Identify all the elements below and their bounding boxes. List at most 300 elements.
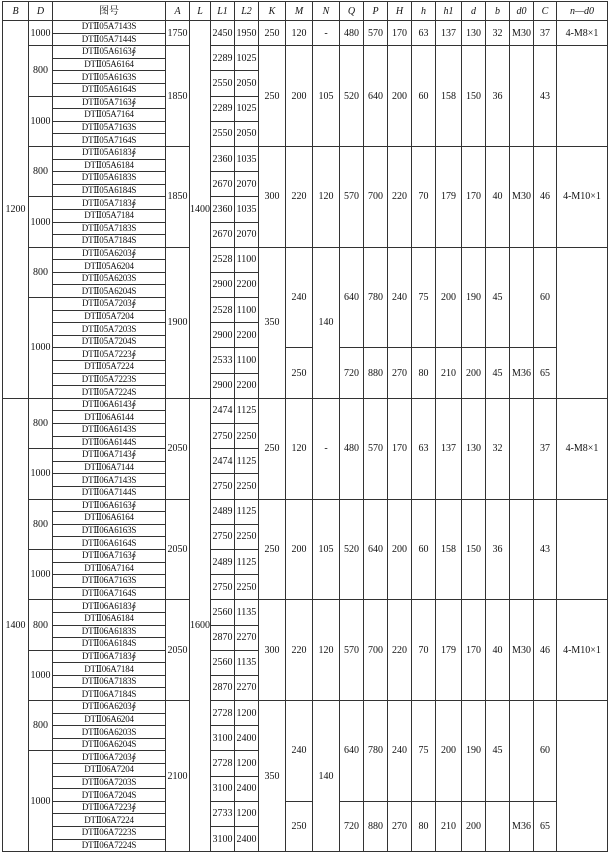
cell-L: 1400 [190, 21, 211, 399]
cell-L2: 2400 [235, 726, 259, 751]
cell-L1: 3100 [211, 827, 235, 852]
cell-H: 170 [388, 21, 412, 46]
cell-M: 220 [286, 146, 313, 247]
cell-L1: 2670 [211, 222, 235, 247]
header-P: P [364, 2, 388, 21]
cell-L2: 1125 [235, 499, 259, 524]
cell-M: 220 [286, 600, 313, 701]
cell-L1: 2870 [211, 625, 235, 650]
header-L: L [190, 2, 211, 21]
cell-drawing-no: DTⅡ06A6143∮ [53, 398, 166, 411]
cell-n-d0 [557, 247, 608, 398]
cell-K: 250 [259, 21, 286, 46]
cell-d0 [510, 499, 534, 600]
cell-h1: 200 [436, 247, 462, 348]
cell-L2: 2200 [235, 272, 259, 297]
cell-L2: 1125 [235, 398, 259, 423]
cell-drawing-no: DTⅡ06A7203S [53, 776, 166, 789]
cell-drawing-no: DTⅡ05A7184 [53, 209, 166, 222]
header-Q: Q [340, 2, 364, 21]
cell-b: 36 [486, 46, 510, 147]
cell-Q: 720 [340, 348, 364, 398]
cell-A: 2050 [166, 398, 190, 499]
cell-drawing-no: DTⅡ06A7144 [53, 461, 166, 474]
table-row [3, 21, 608, 34]
cell-D: 1000 [29, 751, 53, 852]
cell-H: 270 [388, 348, 412, 398]
cell-d0 [510, 46, 534, 147]
cell-d: 150 [462, 46, 486, 147]
header-A: A [166, 2, 190, 21]
cell-h1: 200 [436, 701, 462, 802]
cell-h1: 179 [436, 600, 462, 701]
header-L1: L1 [211, 2, 235, 21]
cell-drawing-no: DTⅡ05A6203S [53, 272, 166, 285]
cell-L1: 2900 [211, 272, 235, 297]
cell-drawing-no: DTⅡ06A6183S [53, 625, 166, 638]
cell-M: 200 [286, 499, 313, 600]
cell-drawing-no: DTⅡ05A6204S [53, 285, 166, 298]
cell-D: 1000 [29, 650, 53, 700]
cell-drawing-no: DTⅡ06A7203∮ [53, 751, 166, 764]
cell-M: 250 [286, 348, 313, 398]
cell-L1: 2750 [211, 575, 235, 600]
cell-drawing-no: DTⅡ06A7164 [53, 562, 166, 575]
cell-M: 240 [286, 701, 313, 802]
cell-M: 200 [286, 46, 313, 147]
cell-h: 63 [412, 398, 436, 499]
cell-L1: 2289 [211, 46, 235, 71]
cell-N: 120 [313, 600, 340, 701]
cell-drawing-no: DTⅡ05A7223∮ [53, 348, 166, 361]
cell-n-d0: 4-M10×1 [557, 600, 608, 701]
header-B: B [3, 2, 29, 21]
cell-P: 640 [364, 46, 388, 147]
cell-L1: 2728 [211, 751, 235, 776]
cell-b: 45 [486, 348, 510, 398]
cell-h1: 210 [436, 801, 462, 851]
cell-b: 40 [486, 600, 510, 701]
cell-L1: 2528 [211, 298, 235, 323]
cell-K: 300 [259, 146, 286, 247]
cell-drawing-no: DTⅡ05A6184 [53, 159, 166, 172]
cell-b: 32 [486, 21, 510, 46]
cell-drawing-no: DTⅡ05A7163∮ [53, 96, 166, 109]
cell-K: 250 [259, 398, 286, 499]
cell-P: 570 [364, 21, 388, 46]
cell-L1: 2550 [211, 71, 235, 96]
header-H: H [388, 2, 412, 21]
cell-drawing-no: DTⅡ05A7184S [53, 235, 166, 248]
cell-d0: M36 [510, 801, 534, 851]
cell-drawing-no: DTⅡ05A7183∮ [53, 197, 166, 210]
header-d0: d0 [510, 2, 534, 21]
cell-L2: 2200 [235, 323, 259, 348]
cell-L1: 2474 [211, 449, 235, 474]
table-row [3, 398, 608, 411]
cell-h: 75 [412, 701, 436, 802]
header-h: h [412, 2, 436, 21]
cell-N: 105 [313, 46, 340, 147]
cell-drawing-no: DTⅡ05A6183S [53, 172, 166, 185]
table-row [3, 247, 608, 260]
cell-D: 800 [29, 701, 53, 751]
cell-d0 [510, 398, 534, 499]
cell-L2: 1035 [235, 197, 259, 222]
cell-b: 45 [486, 701, 510, 802]
cell-h: 63 [412, 21, 436, 46]
cell-L1: 2360 [211, 146, 235, 171]
header-K: K [259, 2, 286, 21]
cell-L1: 2528 [211, 247, 235, 272]
header-drawing-no: 图号 [53, 2, 166, 21]
cell-drawing-no: DTⅡ05A6204 [53, 260, 166, 273]
cell-H: 240 [388, 247, 412, 348]
cell-L2: 1200 [235, 701, 259, 726]
cell-L2: 1035 [235, 146, 259, 171]
cell-h: 70 [412, 146, 436, 247]
cell-D: 800 [29, 46, 53, 96]
cell-C: 46 [534, 600, 557, 701]
cell-Q: 640 [340, 701, 364, 802]
cell-h: 60 [412, 499, 436, 600]
cell-C: 37 [534, 398, 557, 499]
cell-D: 1000 [29, 298, 53, 399]
cell-b: 36 [486, 499, 510, 600]
cell-L2: 2250 [235, 524, 259, 549]
cell-b: 40 [486, 146, 510, 247]
cell-d: 170 [462, 146, 486, 247]
cell-C: 65 [534, 348, 557, 398]
cell-C: 46 [534, 146, 557, 247]
cell-A: 1850 [166, 146, 190, 247]
cell-L2: 1135 [235, 650, 259, 675]
cell-drawing-no: DTⅡ05A6164 [53, 58, 166, 71]
cell-drawing-no: DTⅡ05A7203∮ [53, 298, 166, 311]
cell-A: 2050 [166, 600, 190, 701]
table-row [3, 801, 608, 814]
cell-L2: 2070 [235, 172, 259, 197]
cell-drawing-no: DTⅡ05A7144S [53, 33, 166, 46]
cell-K: 250 [259, 499, 286, 600]
cell-K: 350 [259, 247, 286, 398]
cell-d0: M36 [510, 348, 534, 398]
cell-h: 80 [412, 348, 436, 398]
cell-L2: 1100 [235, 348, 259, 373]
cell-N: 140 [313, 247, 340, 398]
cell-drawing-no: DTⅡ06A7143∮ [53, 449, 166, 462]
cell-d0: M30 [510, 146, 534, 247]
cell-P: 780 [364, 701, 388, 802]
cell-drawing-no: DTⅡ06A6164S [53, 537, 166, 550]
cell-L2: 2050 [235, 121, 259, 146]
cell-drawing-no: DTⅡ06A7183∮ [53, 650, 166, 663]
cell-L1: 2289 [211, 96, 235, 121]
cell-A: 1900 [166, 247, 190, 398]
cell-drawing-no: DTⅡ05A7183S [53, 222, 166, 235]
header-M: M [286, 2, 313, 21]
cell-drawing-no: DTⅡ06A7163S [53, 575, 166, 588]
cell-drawing-no: DTⅡ06A7183S [53, 675, 166, 688]
cell-L1: 2750 [211, 524, 235, 549]
cell-L2: 2200 [235, 373, 259, 398]
cell-L1: 2550 [211, 121, 235, 146]
cell-D: 1000 [29, 96, 53, 146]
cell-P: 880 [364, 801, 388, 851]
table-row [3, 499, 608, 512]
cell-D: 1000 [29, 197, 53, 247]
cell-L1: 2900 [211, 373, 235, 398]
table-row [3, 701, 608, 714]
cell-L1: 2360 [211, 197, 235, 222]
cell-Q: 480 [340, 21, 364, 46]
cell-b: 45 [486, 247, 510, 348]
cell-L2: 1100 [235, 247, 259, 272]
cell-L2: 2070 [235, 222, 259, 247]
cell-L1: 2474 [211, 398, 235, 423]
cell-L2: 1025 [235, 96, 259, 121]
cell-L1: 2533 [211, 348, 235, 373]
cell-L2: 2250 [235, 575, 259, 600]
cell-d: 190 [462, 247, 486, 348]
cell-drawing-no: DTⅡ06A7164S [53, 587, 166, 600]
cell-drawing-no: DTⅡ06A7223S [53, 827, 166, 840]
table-body [3, 21, 608, 852]
cell-drawing-no: DTⅡ05A7163S [53, 121, 166, 134]
cell-N: 120 [313, 146, 340, 247]
header-row [3, 2, 608, 21]
cell-L2: 1125 [235, 549, 259, 574]
cell-L1: 2450 [211, 21, 235, 46]
cell-N: 140 [313, 701, 340, 852]
cell-P: 640 [364, 499, 388, 600]
cell-H: 220 [388, 600, 412, 701]
cell-H: 170 [388, 398, 412, 499]
cell-C: 43 [534, 46, 557, 147]
cell-P: 700 [364, 600, 388, 701]
cell-drawing-no: DTⅡ06A7224S [53, 839, 166, 852]
header-h1: h1 [436, 2, 462, 21]
cell-h1: 158 [436, 499, 462, 600]
cell-L1: 2750 [211, 424, 235, 449]
cell-drawing-no: DTⅡ06A7184S [53, 688, 166, 701]
cell-drawing-no: DTⅡ06A7163∮ [53, 549, 166, 562]
cell-h1: 137 [436, 398, 462, 499]
cell-M: 250 [286, 801, 313, 851]
cell-drawing-no: DTⅡ06A7224 [53, 814, 166, 827]
cell-L: 1600 [190, 398, 211, 851]
cell-L2: 2250 [235, 424, 259, 449]
cell-L1: 2733 [211, 801, 235, 826]
cell-Q: 520 [340, 499, 364, 600]
cell-L1: 2900 [211, 323, 235, 348]
cell-drawing-no: DTⅡ05A6203∮ [53, 247, 166, 260]
header-d: d [462, 2, 486, 21]
cell-drawing-no: DTⅡ05A7204 [53, 310, 166, 323]
cell-d0 [510, 247, 534, 348]
cell-D: 800 [29, 247, 53, 297]
table-row [3, 600, 608, 613]
cell-L2: 2400 [235, 776, 259, 801]
cell-N: - [313, 21, 340, 46]
cell-drawing-no: DTⅡ06A6163∮ [53, 499, 166, 512]
cell-h: 80 [412, 801, 436, 851]
cell-drawing-no: DTⅡ05A7223S [53, 373, 166, 386]
header-L2: L2 [235, 2, 259, 21]
cell-D: 800 [29, 600, 53, 650]
cell-Q: 570 [340, 146, 364, 247]
cell-C: 60 [534, 247, 557, 348]
cell-d0: M30 [510, 600, 534, 701]
cell-b: 32 [486, 398, 510, 499]
header-D: D [29, 2, 53, 21]
cell-A: 1750 [166, 21, 190, 46]
cell-d: 150 [462, 499, 486, 600]
cell-L1: 3100 [211, 726, 235, 751]
cell-Q: 640 [340, 247, 364, 348]
cell-h: 70 [412, 600, 436, 701]
cell-K: 300 [259, 600, 286, 701]
cell-L2: 1200 [235, 801, 259, 826]
cell-drawing-no: DTⅡ05A6164S [53, 83, 166, 96]
cell-K: 250 [259, 46, 286, 147]
cell-n-d0: 4-M8×1 [557, 398, 608, 499]
cell-drawing-no: DTⅡ06A7184 [53, 663, 166, 676]
cell-L1: 2560 [211, 600, 235, 625]
header-b: b [486, 2, 510, 21]
cell-drawing-no: DTⅡ06A6204S [53, 738, 166, 751]
cell-A: 1850 [166, 46, 190, 147]
cell-C: 43 [534, 499, 557, 600]
cell-M: 120 [286, 21, 313, 46]
cell-n-d0 [557, 499, 608, 600]
cell-K: 350 [259, 701, 286, 852]
cell-drawing-no: DTⅡ06A6164 [53, 512, 166, 525]
cell-d: 170 [462, 600, 486, 701]
cell-drawing-no: DTⅡ05A7224S [53, 386, 166, 399]
cell-drawing-no: DTⅡ06A6144S [53, 436, 166, 449]
cell-M: 120 [286, 398, 313, 499]
cell-drawing-no: DTⅡ06A6184S [53, 638, 166, 651]
cell-L2: 2250 [235, 474, 259, 499]
cell-D: 1000 [29, 549, 53, 599]
cell-L1: 2489 [211, 549, 235, 574]
header-N: N [313, 2, 340, 21]
cell-drawing-no: DTⅡ05A6183∮ [53, 146, 166, 159]
cell-H: 240 [388, 701, 412, 802]
cell-D: 1000 [29, 21, 53, 46]
cell-drawing-no: DTⅡ06A6203∮ [53, 701, 166, 714]
table-row [3, 46, 608, 59]
cell-h: 60 [412, 46, 436, 147]
cell-L1: 2670 [211, 172, 235, 197]
cell-H: 200 [388, 46, 412, 147]
cell-C: 65 [534, 801, 557, 851]
cell-L2: 2050 [235, 71, 259, 96]
cell-L2: 1200 [235, 751, 259, 776]
cell-drawing-no: DTⅡ05A7204S [53, 335, 166, 348]
cell-P: 570 [364, 398, 388, 499]
cell-d: 130 [462, 21, 486, 46]
cell-drawing-no: DTⅡ05A7164S [53, 134, 166, 147]
dimension-table [2, 1, 608, 852]
cell-drawing-no: DTⅡ05A6163∮ [53, 46, 166, 59]
cell-N: - [313, 398, 340, 499]
header-n-d0: n—d0 [557, 2, 608, 21]
cell-drawing-no: DTⅡ06A6204 [53, 713, 166, 726]
cell-n-d0 [557, 701, 608, 852]
cell-L1: 2870 [211, 675, 235, 700]
cell-d0 [510, 701, 534, 802]
header-C: C [534, 2, 557, 21]
table-row [3, 146, 608, 159]
cell-P: 700 [364, 146, 388, 247]
cell-L1: 2750 [211, 474, 235, 499]
cell-D: 800 [29, 146, 53, 196]
cell-D: 800 [29, 398, 53, 448]
cell-B: 1400 [3, 398, 29, 851]
cell-drawing-no: DTⅡ06A7223∮ [53, 801, 166, 814]
cell-d: 200 [462, 801, 486, 851]
cell-H: 270 [388, 801, 412, 851]
cell-D: 800 [29, 499, 53, 549]
cell-Q: 720 [340, 801, 364, 851]
cell-L1: 2489 [211, 499, 235, 524]
cell-L2: 2400 [235, 827, 259, 852]
cell-Q: 520 [340, 46, 364, 147]
cell-drawing-no: DTⅡ06A6163S [53, 524, 166, 537]
cell-H: 220 [388, 146, 412, 247]
cell-h1: 137 [436, 21, 462, 46]
cell-L1: 2560 [211, 650, 235, 675]
cell-M: 240 [286, 247, 313, 348]
cell-n-d0: 4-M10×1 [557, 146, 608, 247]
cell-drawing-no: DTⅡ06A7144S [53, 486, 166, 499]
cell-P: 780 [364, 247, 388, 348]
cell-n-d0: 4-M8×1 [557, 21, 608, 46]
cell-L2: 2270 [235, 625, 259, 650]
cell-drawing-no: DTⅡ06A6143S [53, 424, 166, 437]
cell-drawing-no: DTⅡ06A6184 [53, 612, 166, 625]
cell-L2: 1950 [235, 21, 259, 46]
cell-b [486, 801, 510, 851]
cell-drawing-no: DTⅡ06A7204 [53, 764, 166, 777]
cell-d0: M30 [510, 21, 534, 46]
table-row [3, 348, 608, 361]
cell-drawing-no: DTⅡ06A6203S [53, 726, 166, 739]
cell-P: 880 [364, 348, 388, 398]
cell-drawing-no: DTⅡ06A6183∮ [53, 600, 166, 613]
cell-C: 60 [534, 701, 557, 802]
cell-A: 2050 [166, 499, 190, 600]
cell-drawing-no: DTⅡ05A7164 [53, 109, 166, 122]
cell-drawing-no: DTⅡ05A7143S [53, 21, 166, 34]
cell-H: 200 [388, 499, 412, 600]
cell-L1: 2728 [211, 701, 235, 726]
cell-drawing-no: DTⅡ05A7224 [53, 361, 166, 374]
cell-h1: 179 [436, 146, 462, 247]
cell-Q: 570 [340, 600, 364, 701]
cell-L2: 1135 [235, 600, 259, 625]
cell-A: 2100 [166, 701, 190, 852]
cell-drawing-no: DTⅡ06A6144 [53, 411, 166, 424]
cell-drawing-no: DTⅡ06A7143S [53, 474, 166, 487]
cell-h: 75 [412, 247, 436, 348]
cell-d: 130 [462, 398, 486, 499]
cell-d: 190 [462, 701, 486, 802]
cell-C: 37 [534, 21, 557, 46]
cell-L2: 2270 [235, 675, 259, 700]
